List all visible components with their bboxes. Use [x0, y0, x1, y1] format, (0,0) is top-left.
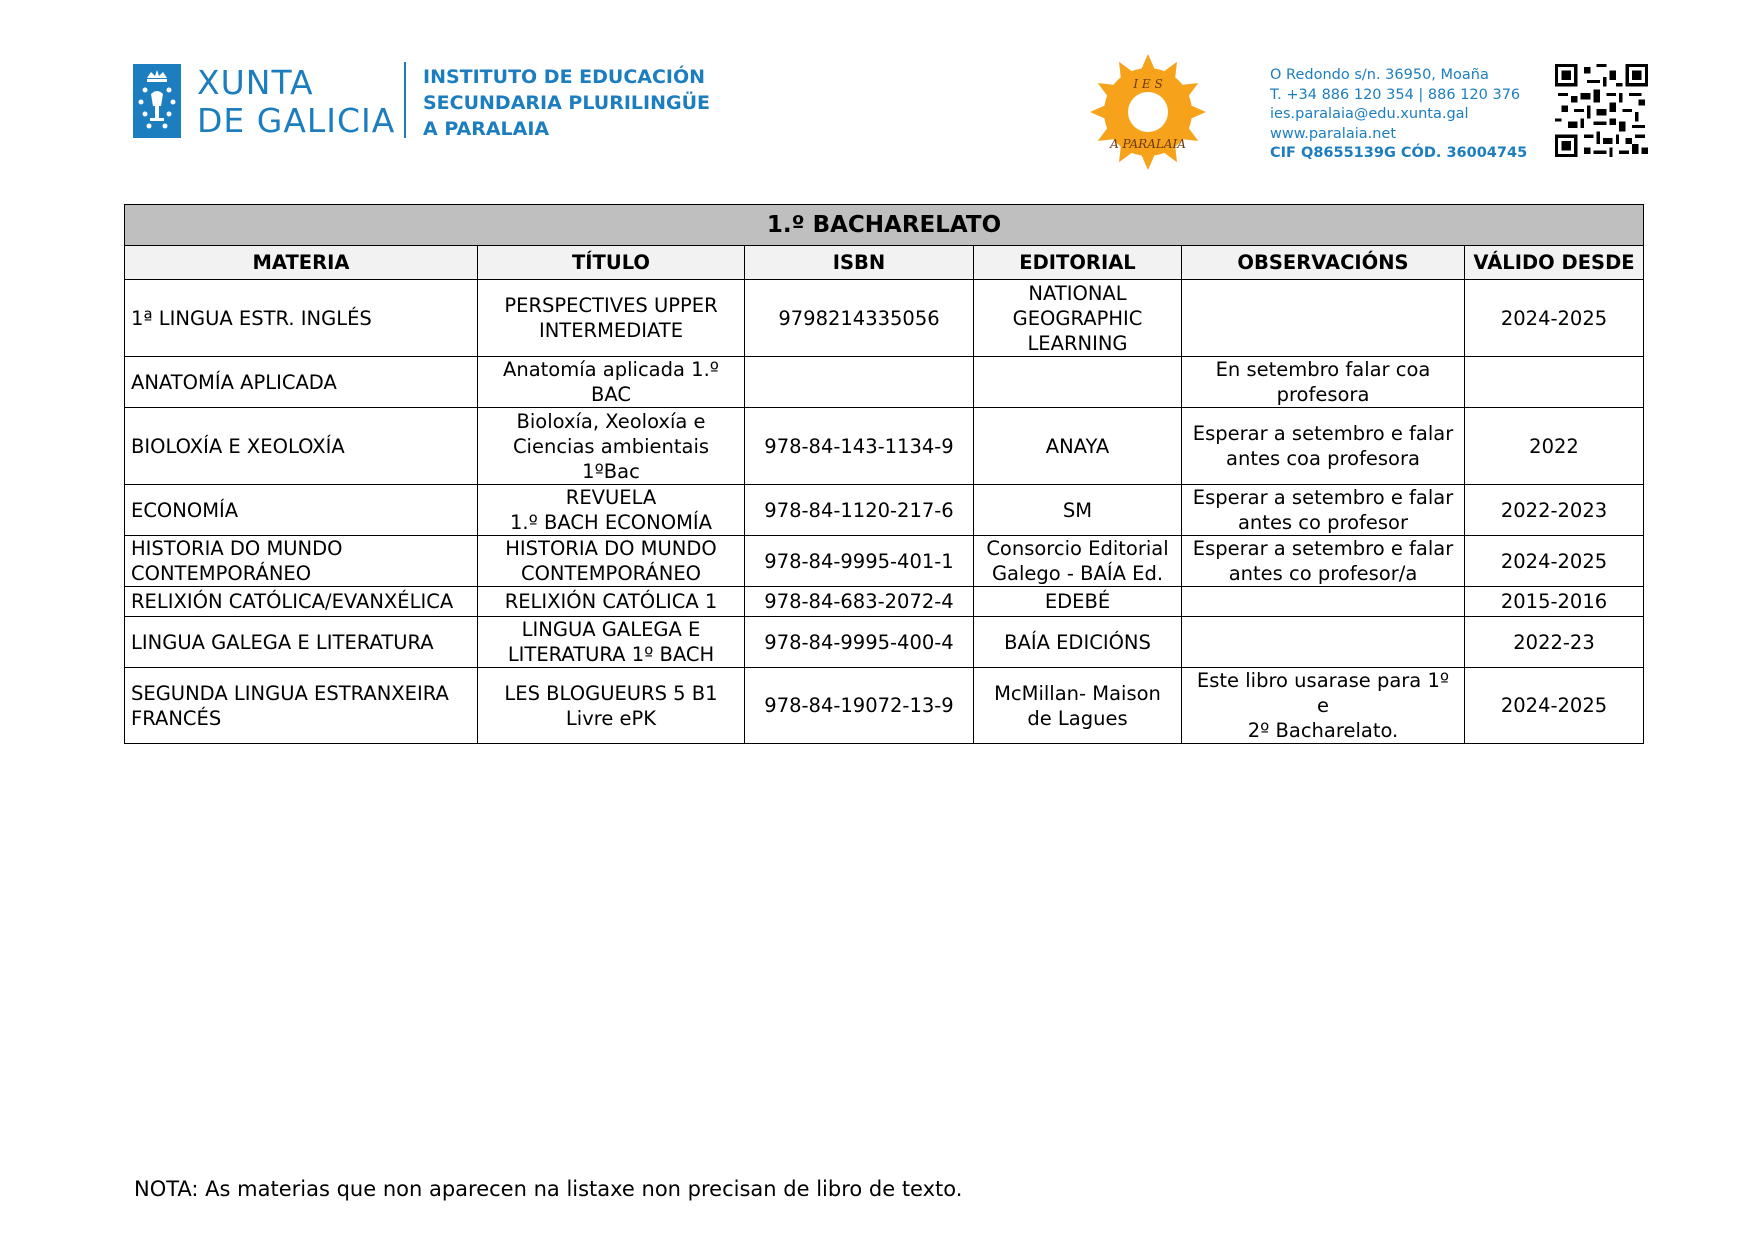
cell-isbn: 978-84-683-2072-4 [745, 587, 974, 617]
contact-cif: CIF Q8655139G CÓD. 36004745 [1270, 145, 1528, 161]
cell-titulo: Anatomía aplicada 1.º BAC [478, 357, 745, 408]
table-row [125, 357, 1644, 408]
cell-isbn [745, 357, 974, 408]
cell-materia: RELIXIÓN CATÓLICA/EVANXÉLICA [125, 587, 478, 617]
cell-isbn: 978-84-19072-13-9 [745, 668, 974, 744]
ies-paralaia-logo-icon [1088, 52, 1208, 172]
table-row [125, 587, 1644, 617]
table-row [125, 485, 1644, 536]
column-header-observacions: OBSERVACIÓNS [1182, 246, 1465, 280]
column-header-titulo: TÍTULO [478, 246, 745, 280]
cell-materia: ECONOMÍA [125, 485, 478, 536]
cell-observacions: En setembro falar coa profesora [1182, 357, 1465, 408]
institute-line-1: INSTITUTO DE EDUCACIÓN [423, 66, 706, 88]
table-header-row [125, 246, 1644, 280]
cell-isbn: 9798214335056 [745, 280, 974, 357]
cell-editorial: BAÍA EDICIÓNS [974, 617, 1182, 668]
cell-valido: 2015-2016 [1465, 587, 1644, 617]
cell-materia: SEGUNDA LINGUA ESTRANXEIRA FRANCÉS [125, 668, 478, 744]
cell-titulo: HISTORIA DO MUNDO CONTEMPORÁNEO [478, 536, 745, 587]
table-row [125, 408, 1644, 485]
table-row [125, 280, 1644, 357]
cell-editorial: ANAYA [974, 408, 1182, 485]
cell-titulo: Bioloxía, Xeoloxía e Ciencias ambientais 1ºBac [478, 408, 745, 485]
cell-materia: ANATOMÍA APLICADA [125, 357, 478, 408]
institute-name [423, 64, 710, 142]
cell-titulo: REVUELA 1.º BACH ECONOMÍA [478, 485, 745, 536]
cell-valido: 2024-2025 [1465, 280, 1644, 357]
cell-editorial: SM [974, 485, 1182, 536]
cell-valido: 2022-2023 [1465, 485, 1644, 536]
contact-address: O Redondo s/n. 36950, Moaña [1270, 67, 1489, 83]
table-title: 1.º BACHARELATO [125, 205, 1644, 246]
table-row [125, 668, 1644, 744]
contact-info [1270, 66, 1527, 164]
contact-web[interactable]: www.paralaia.net [1270, 125, 1397, 142]
cell-titulo: PERSPECTIVES UPPER INTERMEDIATE [478, 280, 745, 357]
column-header-isbn: ISBN [745, 246, 974, 280]
cell-editorial: McMillan- Maison de Lagues [974, 668, 1182, 744]
xunta-line-1: XUNTA [197, 63, 314, 102]
cell-titulo: LINGUA GALEGA E LITERATURA 1º BACH [478, 617, 745, 668]
cell-materia: BIOLOXÍA E XEOLOXÍA [125, 408, 478, 485]
contact-email[interactable]: ies.paralaia@edu.xunta.gal [1270, 106, 1469, 122]
cell-editorial: NATIONAL GEOGRAPHIC LEARNING [974, 280, 1182, 357]
cell-isbn: 978-84-1120-217-6 [745, 485, 974, 536]
cell-editorial: EDEBÉ [974, 587, 1182, 617]
textbook-table [124, 204, 1644, 744]
cell-observacions [1182, 617, 1465, 668]
cell-editorial [974, 357, 1182, 408]
column-header-valido-desde: VÁLIDO DESDE [1465, 246, 1644, 280]
svg-text:A PARALAIA: A PARALAIA [1110, 137, 1186, 151]
cell-observacions: Esperar a setembro e falar antes co profesor [1182, 485, 1465, 536]
cell-editorial: Consorcio Editorial Galego - BAÍA Ed. [974, 536, 1182, 587]
table-row [125, 617, 1644, 668]
cell-valido: 2024-2025 [1465, 668, 1644, 744]
contact-phone: T. +34 886 120 354 | 886 120 376 [1270, 86, 1521, 103]
table-title-row [125, 205, 1644, 246]
cell-observacions: Este libro usarase para 1º e 2º Bacharelato. [1182, 668, 1465, 744]
column-header-materia: MATERIA [125, 246, 478, 280]
cell-materia: LINGUA GALEGA E LITERATURA [125, 617, 478, 668]
cell-valido: 2022-23 [1465, 617, 1644, 668]
institute-line-3: A PARALAIA [423, 118, 550, 140]
cell-isbn: 978-84-9995-400-4 [745, 617, 974, 668]
institute-line-2: SECUNDARIA PLURILINGÜE [423, 92, 710, 114]
cell-titulo: RELIXIÓN CATÓLICA 1 [478, 587, 745, 617]
cell-valido: 2024-2025 [1465, 536, 1644, 587]
cell-observacions [1182, 587, 1465, 617]
footer-note: NOTA: As materias que non aparecen na listaxe non precisan de libro de texto. [134, 1177, 963, 1201]
cell-materia: 1ª LINGUA ESTR. INGLÉS [125, 280, 478, 357]
cell-isbn: 978-84-9995-401-1 [745, 536, 974, 587]
cell-observacions [1182, 280, 1465, 357]
cell-titulo: LES BLOGUEURS 5 B1 Livre ePK [478, 668, 745, 744]
cell-observacions: Esperar a setembro e falar antes coa profesora [1182, 408, 1465, 485]
cell-isbn: 978-84-143-1134-9 [745, 408, 974, 485]
cell-valido: 2022 [1465, 408, 1644, 485]
table-row [125, 536, 1644, 587]
xunta-coat-of-arms-icon [133, 64, 181, 138]
header-divider [404, 62, 406, 138]
xunta-line-2: DE GALICIA [197, 101, 396, 140]
cell-valido [1465, 357, 1644, 408]
qr-code-icon [1555, 64, 1648, 157]
column-header-editorial: EDITORIAL [974, 246, 1182, 280]
svg-text:I E S: I E S [1133, 77, 1163, 91]
xunta-name [197, 64, 395, 140]
cell-observacions: Esperar a setembro e falar antes co profesor/a [1182, 536, 1465, 587]
cell-materia: HISTORIA DO MUNDO CONTEMPORÁNEO [125, 536, 478, 587]
